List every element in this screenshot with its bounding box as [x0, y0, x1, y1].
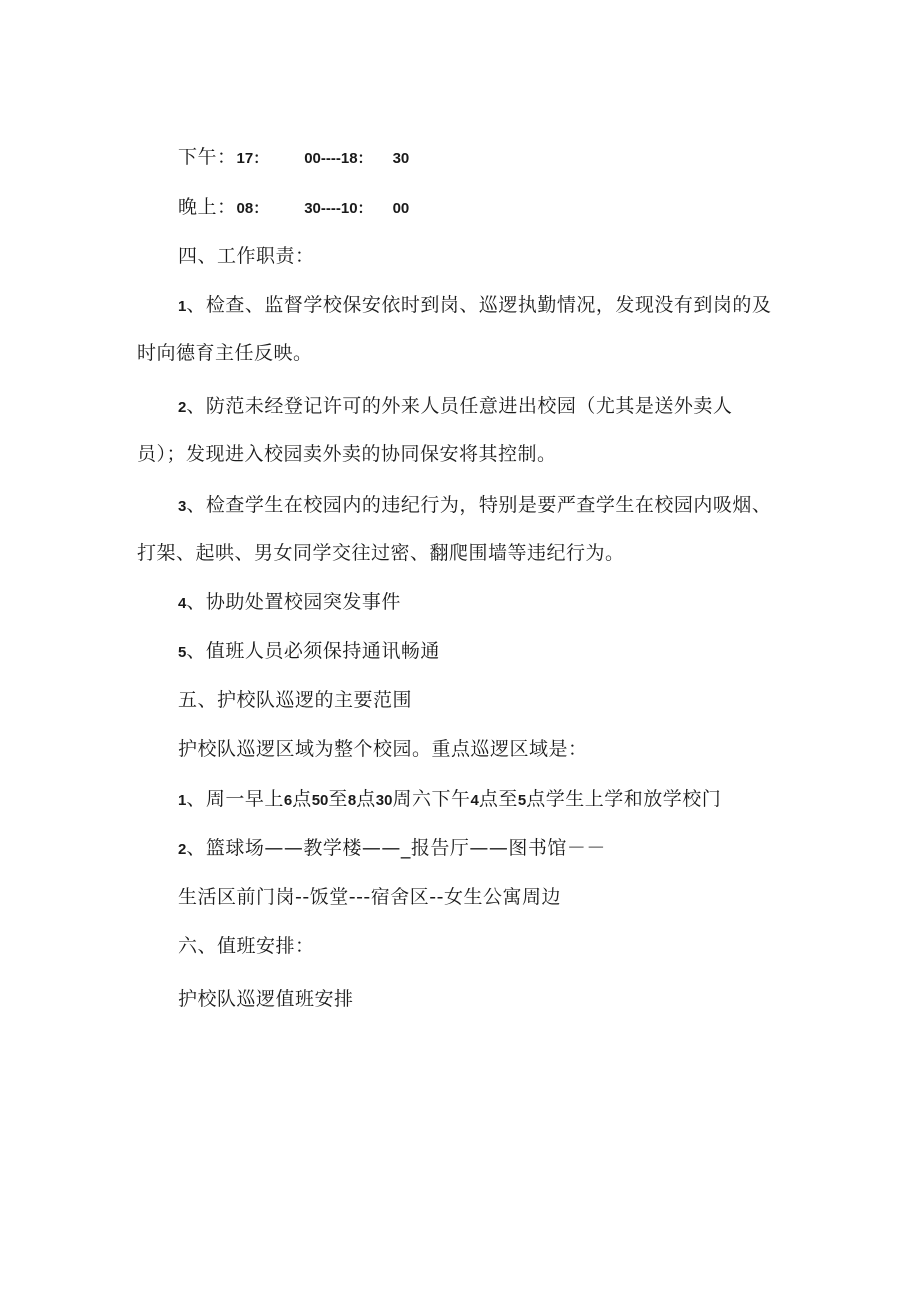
patrol-intro: 护校队巡逻区域为整个校园。重点巡逻区域是： — [178, 738, 588, 760]
item-number: 2 — [178, 841, 187, 858]
patrol-item-2 — [178, 836, 606, 862]
item-number: 50 — [311, 792, 329, 809]
schedule-evening — [178, 195, 409, 221]
section-heading-patrol: 五、护校队巡逻的主要范围 — [178, 689, 413, 711]
item-text: 周六下午 — [392, 788, 471, 810]
duty-item-3-continued: 打架、起哄、男女同学交往过密、翻爬围墙等违纪行为。 — [137, 542, 625, 564]
item-text: 至 — [328, 788, 348, 810]
item-text: 、协助处置校园突发事件 — [186, 591, 401, 613]
item-number: 5 — [517, 792, 527, 809]
duty-item-3 — [178, 493, 771, 519]
item-number: 1 — [178, 792, 187, 809]
item-text: 点学生上学和放学校门 — [526, 788, 722, 810]
item-number: 8 — [347, 792, 357, 809]
item-number: 4 — [470, 792, 479, 809]
duty-item-1 — [178, 293, 771, 319]
item-text: 、防范未经登记许可的外来人员任意进出校园（尤其是送外卖人 — [186, 395, 733, 417]
item-text: 、检查、监督学校保安依时到岗、巡逻执勤情况，发现没有到岗的及 — [186, 294, 772, 316]
time-value: 30 — [392, 150, 410, 167]
item-number: 30 — [375, 792, 393, 809]
time-value: 00----18： — [304, 150, 373, 167]
duty-item-4 — [178, 590, 401, 616]
item-text: 点 — [292, 788, 312, 810]
item-text: 、检查学生在校园内的违纪行为，特别是要严查学生在校园内吸烟、 — [186, 494, 772, 516]
item-number: 3 — [178, 498, 187, 515]
item-number: 1 — [178, 298, 187, 315]
patrol-item-1 — [178, 787, 721, 813]
time-value: 00 — [392, 200, 410, 217]
duty-item-1-continued: 时向德育主任反映。 — [137, 342, 313, 364]
item-text: 点至 — [478, 788, 518, 810]
patrol-item-2-continued: 生活区前门岗--饭堂---宿舍区--女生公寓周边 — [178, 886, 561, 908]
item-number: 2 — [178, 399, 187, 416]
item-number: 5 — [178, 644, 187, 661]
duty-item-2 — [178, 394, 732, 420]
time-value: 17： — [236, 150, 269, 167]
item-number: 4 — [178, 595, 187, 612]
section-heading-duty-schedule: 六、值班安排： — [178, 935, 315, 957]
item-number: 6 — [283, 792, 293, 809]
time-value: 08： — [236, 200, 269, 217]
item-text: 点 — [356, 788, 376, 810]
schedule-afternoon — [178, 145, 409, 171]
schedule-label: 下午： — [178, 146, 237, 168]
duty-item-2-continued: 员）；发现进入校园卖外卖的协同保安将其控制。 — [137, 443, 557, 465]
duty-schedule-text: 护校队巡逻值班安排 — [178, 988, 354, 1010]
duty-item-5 — [178, 639, 440, 665]
item-text: 、值班人员必须保持通讯畅通 — [186, 640, 440, 662]
section-heading-duties: 四、工作职责： — [178, 245, 315, 267]
time-value: 30----10： — [304, 200, 373, 217]
item-text: 、篮球场——教学楼——_报告厅——图书馆－－ — [186, 837, 606, 859]
schedule-label: 晚上： — [178, 196, 237, 218]
item-text: 、周一早上 — [186, 788, 284, 810]
